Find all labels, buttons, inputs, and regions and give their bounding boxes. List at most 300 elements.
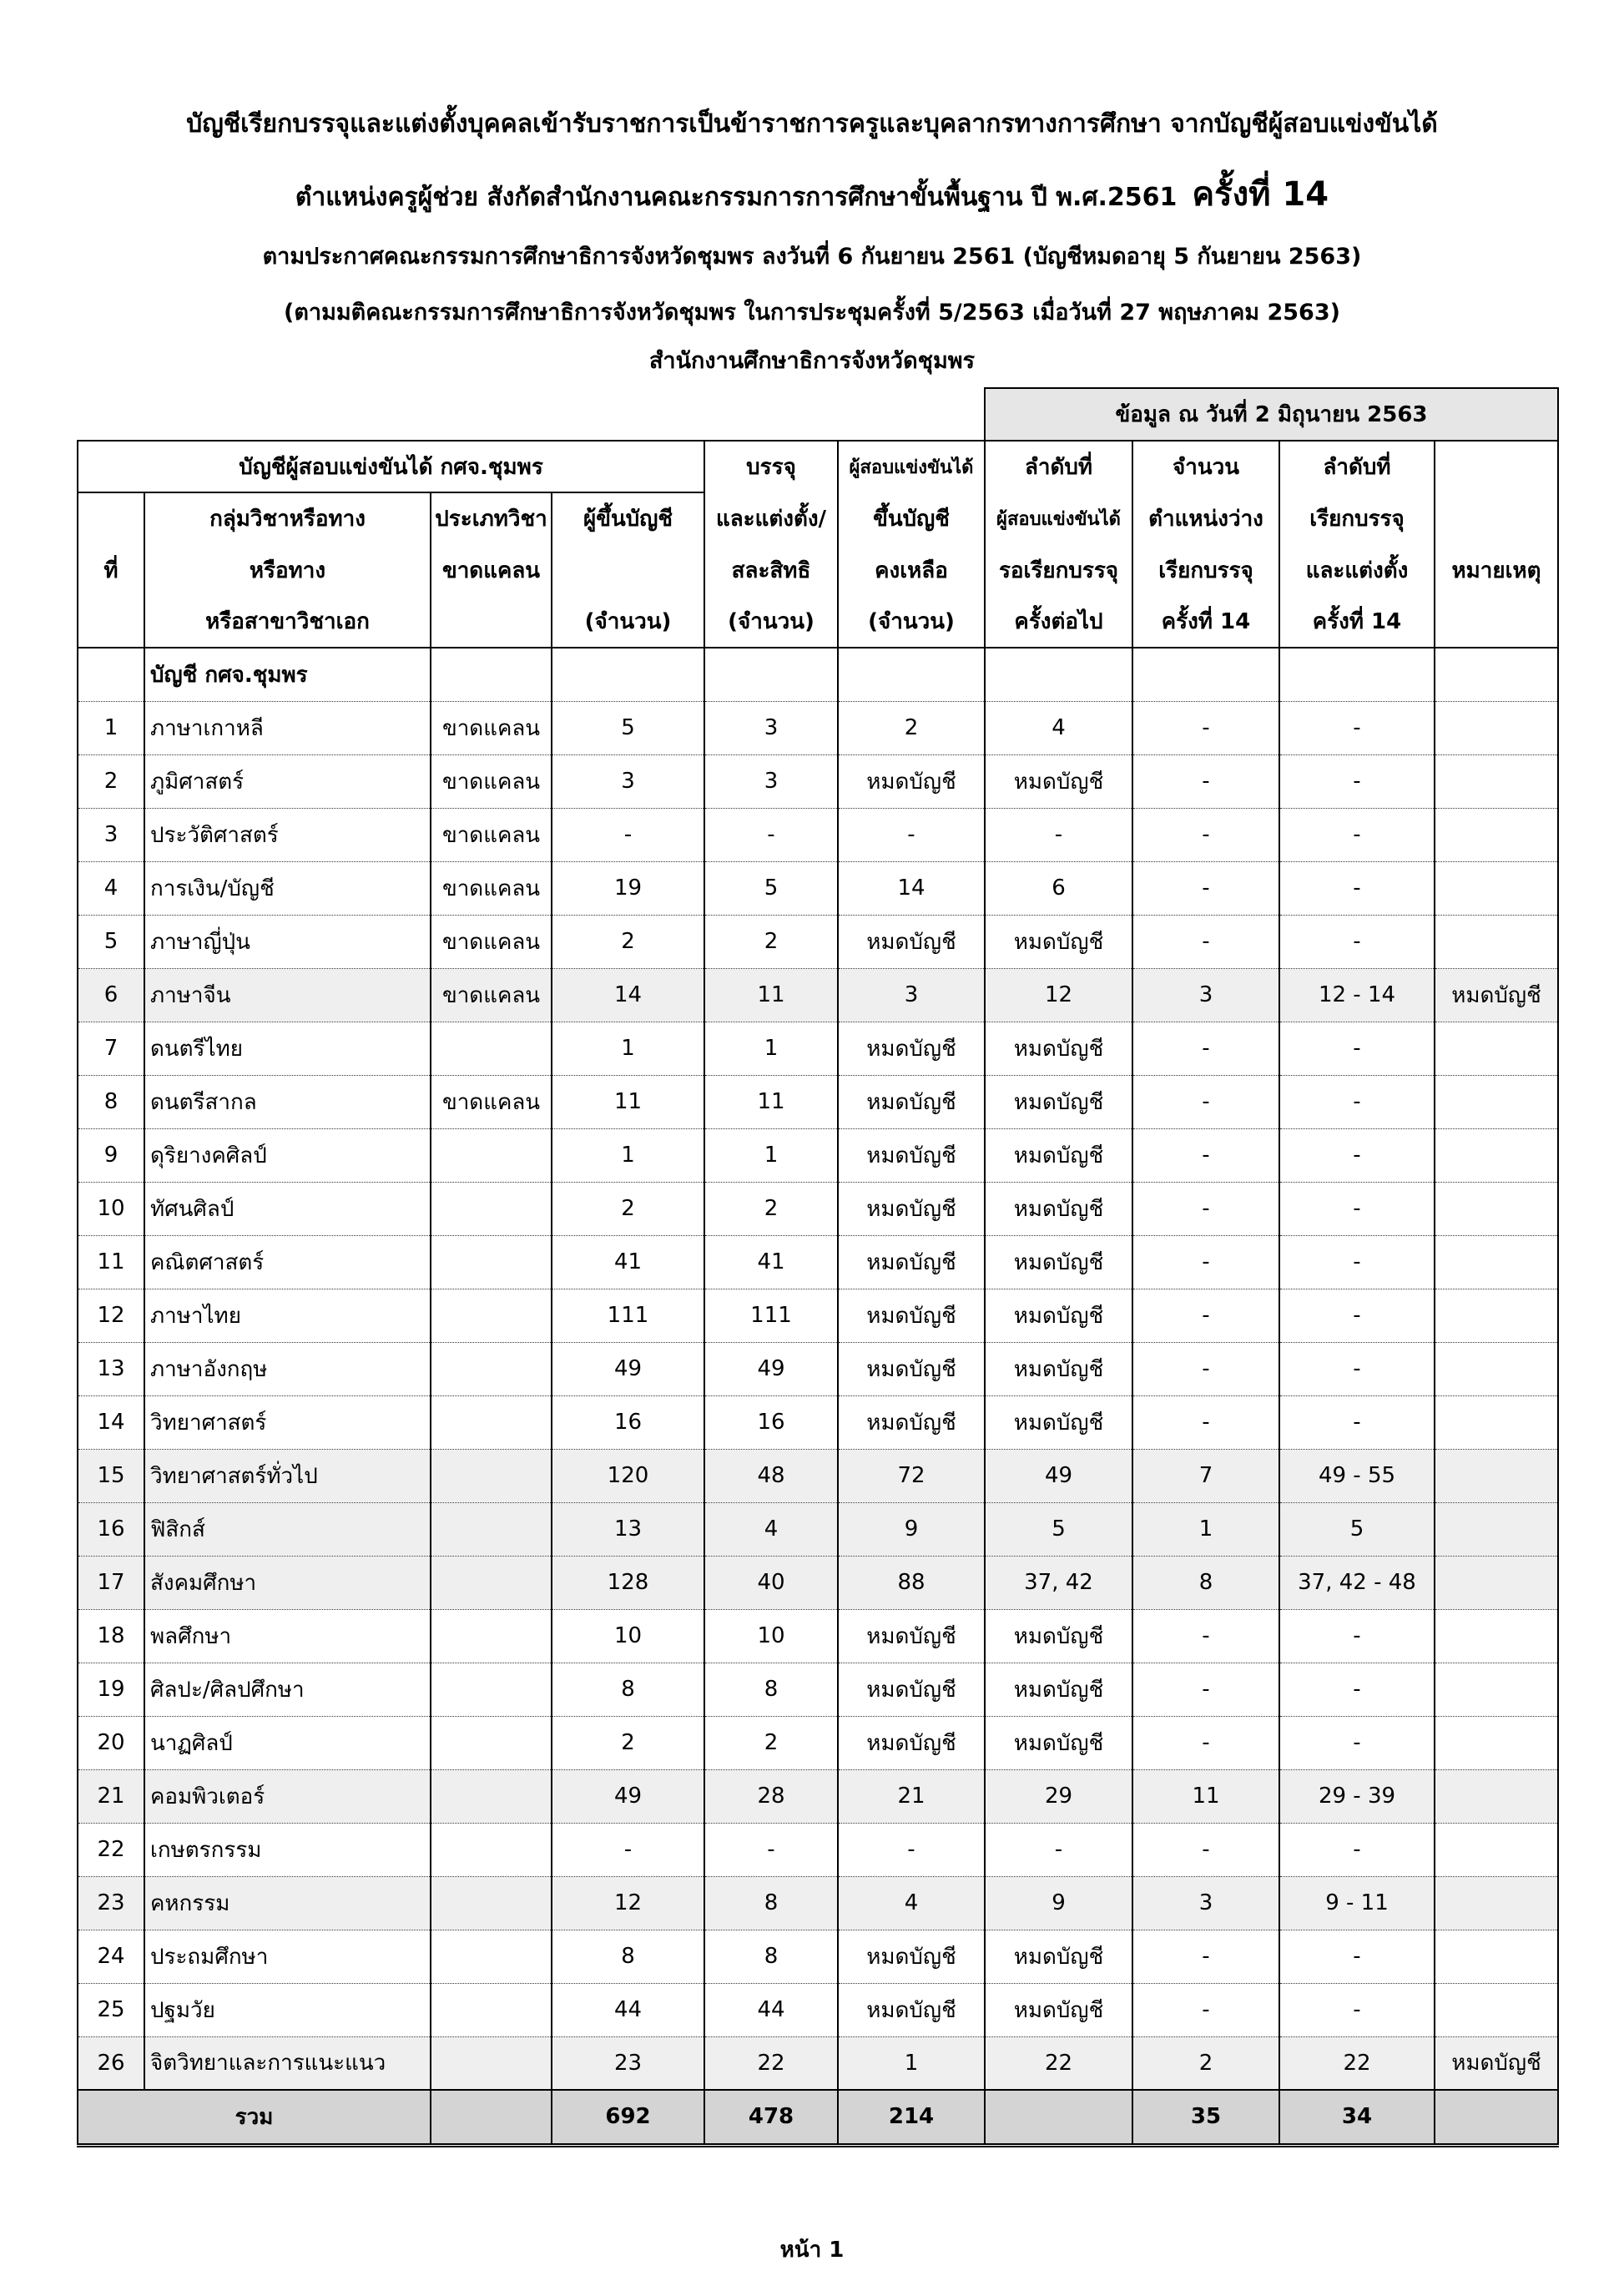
remaining-h3: คงเหลือ: [838, 544, 985, 596]
total-label: รวม: [78, 2090, 431, 2145]
cell-next-rank: หมดบัญชี: [985, 1609, 1132, 1663]
cell-vacancies: -: [1132, 1075, 1279, 1128]
cell-subject: ภูมิศาสตร์: [144, 754, 431, 808]
cell-next-rank: หมดบัญชี: [985, 1022, 1132, 1075]
subject-h2: หรือทาง: [144, 544, 431, 596]
cell-called-rank: -: [1279, 1128, 1435, 1182]
cell-called-rank: 9 - 11: [1279, 1876, 1435, 1930]
cell-no: 8: [78, 1075, 144, 1128]
cell-vacancies: -: [1132, 1022, 1279, 1075]
cell-remark: [1435, 1502, 1558, 1556]
table-row: [78, 861, 1558, 915]
called-rank-h2: เรียกบรรจุ: [1279, 492, 1435, 544]
table-row: [78, 1289, 1558, 1342]
round-number: ครั้งที่ 14: [1192, 175, 1329, 214]
cell-listed: 44: [552, 1983, 704, 2036]
cell-called-rank: -: [1279, 1075, 1435, 1128]
cell-type: [431, 1663, 552, 1716]
cell-type: [431, 1823, 552, 1876]
section-row: [78, 648, 1558, 701]
cell-no: 20: [78, 1716, 144, 1769]
cell-called-rank: -: [1279, 1609, 1435, 1663]
cell-remark: หมดบัญชี: [1435, 968, 1558, 1022]
cell-subject: เกษตรกรรม: [144, 1823, 431, 1876]
announcement-line: ตามประกาศคณะกรรมการศึกษาธิการจังหวัดชุมพร ลงวันที่ 6 กันยายน 2561 (บัญชีหมดอายุ 5 กันยายน 2563): [262, 244, 1362, 270]
cell-appointed: 16: [704, 1395, 838, 1449]
table-row: [78, 1449, 1558, 1502]
cell-no: 22: [78, 1823, 144, 1876]
total-vacancies: 35: [1132, 2090, 1279, 2145]
cell-vacancies: -: [1132, 1182, 1279, 1235]
cell-type: ขาดแคลน: [431, 1075, 552, 1128]
cell-subject: ศิลปะ/ศิลปศึกษา: [144, 1663, 431, 1716]
cell-remark: [1435, 701, 1558, 754]
cell-vacancies: -: [1132, 1716, 1279, 1769]
table-row: [78, 1075, 1558, 1128]
cell-vacancies: -: [1132, 701, 1279, 754]
cell-subject: ดุริยางคศิลป์: [144, 1128, 431, 1182]
cell-subject: สังคมศึกษา: [144, 1556, 431, 1609]
cell-remark: [1435, 861, 1558, 915]
cell-no: 24: [78, 1930, 144, 1983]
cell-appointed: 3: [704, 754, 838, 808]
data-as-of: ข้อมูล ณ วันที่ 2 มิถุนายน 2563: [985, 388, 1558, 441]
cell-type: [431, 1876, 552, 1930]
cell-remark: [1435, 1876, 1558, 1930]
cell-called-rank: -: [1279, 1395, 1435, 1449]
cell-appointed: 2: [704, 915, 838, 968]
cell-type: [431, 1556, 552, 1609]
table-row: [78, 915, 1558, 968]
cell-type: [431, 2036, 552, 2090]
total-remaining: 214: [838, 2090, 985, 2145]
cell-called-rank: -: [1279, 1930, 1435, 1983]
cell-next-rank: หมดบัญชี: [985, 1663, 1132, 1716]
cell-appointed: 10: [704, 1609, 838, 1663]
table-row: [78, 1128, 1558, 1182]
cell-vacancies: -: [1132, 1609, 1279, 1663]
cell-next-rank: 49: [985, 1449, 1132, 1502]
group-header: บัญชีผู้สอบแข่งขันได้ กศจ.ชุมพร: [78, 441, 704, 492]
cell-appointed: 8: [704, 1663, 838, 1716]
table-row: [78, 2036, 1558, 2090]
cell-appointed: 11: [704, 968, 838, 1022]
cell-remaining: หมดบัญชี: [838, 1930, 985, 1983]
cell-vacancies: -: [1132, 861, 1279, 915]
cell-next-rank: -: [985, 1823, 1132, 1876]
cell-next-rank: หมดบัญชี: [985, 1075, 1132, 1128]
listed-h1: ผู้ขึ้นบัญชี: [552, 492, 704, 544]
cell-remark: [1435, 1182, 1558, 1235]
cell-remark: [1435, 1289, 1558, 1342]
table-row: [78, 1716, 1558, 1769]
cell-vacancies: -: [1132, 1983, 1279, 2036]
cell-no: 15: [78, 1449, 144, 1502]
no-header: ที่: [78, 544, 144, 596]
cell-remaining: หมดบัญชี: [838, 1182, 985, 1235]
cell-remaining: หมดบัญชี: [838, 1128, 985, 1182]
cell-subject: ปฐมวัย: [144, 1983, 431, 2036]
cell-subject: ทัศนศิลป์: [144, 1182, 431, 1235]
cell-next-rank: 22: [985, 2036, 1132, 2090]
cell-no: 26: [78, 2036, 144, 2090]
cell-listed: 16: [552, 1395, 704, 1449]
cell-vacancies: -: [1132, 754, 1279, 808]
cell-remark: [1435, 915, 1558, 968]
cell-called-rank: -: [1279, 1289, 1435, 1342]
cell-remaining: หมดบัญชี: [838, 1075, 985, 1128]
cell-appointed: 1: [704, 1128, 838, 1182]
cell-next-rank: หมดบัญชี: [985, 1716, 1132, 1769]
cell-called-rank: -: [1279, 1983, 1435, 2036]
cell-listed: 11: [552, 1075, 704, 1128]
vacancies-h2: ตำแหน่งว่าง: [1132, 492, 1279, 544]
cell-called-rank: -: [1279, 1235, 1435, 1289]
cell-type: [431, 1930, 552, 1983]
cell-listed: 41: [552, 1235, 704, 1289]
cell-called-rank: -: [1279, 754, 1435, 808]
cell-remark: หมดบัญชี: [1435, 2036, 1558, 2090]
cell-next-rank: หมดบัญชี: [985, 1930, 1132, 1983]
cell-vacancies: -: [1132, 1342, 1279, 1395]
table-row: [78, 968, 1558, 1022]
total-remark: [1435, 2090, 1558, 2145]
cell-appointed: 5: [704, 861, 838, 915]
cell-remark: [1435, 1449, 1558, 1502]
cell-next-rank: 6: [985, 861, 1132, 915]
cell-type: ขาดแคลน: [431, 808, 552, 861]
cell-listed: 2: [552, 1716, 704, 1769]
cell-remaining: -: [838, 808, 985, 861]
page-number: หน้า 1: [779, 2238, 845, 2263]
cell-subject: ภาษาจีน: [144, 968, 431, 1022]
remaining-h1: ผู้สอบแข่งขันได้: [838, 441, 985, 492]
cell-remaining: 72: [838, 1449, 985, 1502]
cell-listed: 49: [552, 1342, 704, 1395]
cell-appointed: 4: [704, 1502, 838, 1556]
total-row: [78, 2090, 1558, 2145]
cell-appointed: 41: [704, 1235, 838, 1289]
cell-no: 5: [78, 915, 144, 968]
cell-vacancies: 11: [1132, 1769, 1279, 1823]
title-line-2: [0, 167, 1624, 220]
cell-listed: 3: [552, 754, 704, 808]
cell-subject: พลศึกษา: [144, 1609, 431, 1663]
cell-appointed: 1: [704, 1022, 838, 1075]
cell-remaining: หมดบัญชี: [838, 1983, 985, 2036]
cell-appointed: -: [704, 1823, 838, 1876]
subject-h3: หรือสาขาวิชาเอก: [144, 596, 431, 648]
cell-no: 17: [78, 1556, 144, 1609]
appointed-h1: บรรจุ: [704, 441, 838, 492]
cell-called-rank: -: [1279, 861, 1435, 915]
table-row: [78, 754, 1558, 808]
cell-type: [431, 1395, 552, 1449]
cell-remark: [1435, 1609, 1558, 1663]
cell-next-rank: 37, 42: [985, 1556, 1132, 1609]
cell-subject: จิตวิทยาและการแนะแนว: [144, 2036, 431, 2090]
cell-vacancies: 7: [1132, 1449, 1279, 1502]
cell-called-rank: -: [1279, 1342, 1435, 1395]
cell-vacancies: 1: [1132, 1502, 1279, 1556]
cell-subject: วิทยาศาสตร์ทั่วไป: [144, 1449, 431, 1502]
next-rank-h4: ครั้งต่อไป: [985, 596, 1132, 648]
table-body: [78, 648, 1558, 2090]
cell-vacancies: 2: [1132, 2036, 1279, 2090]
cell-no: 4: [78, 861, 144, 915]
cell-listed: 23: [552, 2036, 704, 2090]
cell-remark: [1435, 1235, 1558, 1289]
cell-next-rank: -: [985, 808, 1132, 861]
office-name: สำนักงานศึกษาธิการจังหวัดชุมพร: [648, 348, 976, 374]
cell-remark: [1435, 1395, 1558, 1449]
header-row-2: [78, 492, 1558, 544]
cell-subject: วิทยาศาสตร์: [144, 1395, 431, 1449]
table-row: [78, 1022, 1558, 1075]
cell-type: [431, 1342, 552, 1395]
cell-remark: [1435, 1342, 1558, 1395]
cell-listed: 14: [552, 968, 704, 1022]
cell-next-rank: 4: [985, 701, 1132, 754]
cell-no: 14: [78, 1395, 144, 1449]
cell-remaining: หมดบัญชี: [838, 754, 985, 808]
vacancies-h4: ครั้งที่ 14: [1132, 596, 1279, 648]
cell-remaining: หมดบัญชี: [838, 915, 985, 968]
cell-remaining: หมดบัญชี: [838, 1395, 985, 1449]
cell-no: 6: [78, 968, 144, 1022]
cell-listed: -: [552, 1823, 704, 1876]
cell-next-rank: หมดบัญชี: [985, 1983, 1132, 2036]
cell-remaining: หมดบัญชี: [838, 1289, 985, 1342]
cell-listed: 1: [552, 1022, 704, 1075]
table-row: [78, 1395, 1558, 1449]
cell-listed: 19: [552, 861, 704, 915]
cell-listed: 49: [552, 1769, 704, 1823]
total-next-rank: [985, 2090, 1132, 2145]
cell-next-rank: หมดบัญชี: [985, 1235, 1132, 1289]
cell-remark: [1435, 1663, 1558, 1716]
cell-vacancies: -: [1132, 1289, 1279, 1342]
cell-remaining: หมดบัญชี: [838, 1716, 985, 1769]
cell-remaining: 9: [838, 1502, 985, 1556]
cell-remark: [1435, 1716, 1558, 1769]
table-row: [78, 701, 1558, 754]
cell-remark: [1435, 1556, 1558, 1609]
cell-listed: 1: [552, 1128, 704, 1182]
cell-called-rank: -: [1279, 1182, 1435, 1235]
table-row: [78, 1182, 1558, 1235]
cell-type: [431, 1983, 552, 2036]
cell-appointed: 8: [704, 1876, 838, 1930]
cell-no: 19: [78, 1663, 144, 1716]
table-row: [78, 1556, 1558, 1609]
cell-remaining: 88: [838, 1556, 985, 1609]
cell-subject: คอมพิวเตอร์: [144, 1769, 431, 1823]
cell-type: ขาดแคลน: [431, 968, 552, 1022]
cell-no: 21: [78, 1769, 144, 1823]
table-row: [78, 1876, 1558, 1930]
cell-vacancies: -: [1132, 1823, 1279, 1876]
cell-remaining: 21: [838, 1769, 985, 1823]
type-h1: ประเภทวิชา: [431, 492, 552, 544]
cell-type: ขาดแคลน: [431, 754, 552, 808]
cell-vacancies: -: [1132, 1663, 1279, 1716]
cell-remark: [1435, 1823, 1558, 1876]
total-appointed: 478: [704, 2090, 838, 2145]
cell-next-rank: หมดบัญชี: [985, 1182, 1132, 1235]
cell-vacancies: -: [1132, 1128, 1279, 1182]
cell-next-rank: 12: [985, 968, 1132, 1022]
subject-h1: กลุ่มวิชาหรือทาง: [144, 492, 431, 544]
cell-no: 13: [78, 1342, 144, 1395]
cell-no: 12: [78, 1289, 144, 1342]
cell-remark: [1435, 1128, 1558, 1182]
cell-remaining: หมดบัญชี: [838, 1235, 985, 1289]
cell-next-rank: หมดบัญชี: [985, 915, 1132, 968]
cell-remaining: 2: [838, 701, 985, 754]
called-rank-h4: ครั้งที่ 14: [1279, 596, 1435, 648]
cell-remaining: -: [838, 1823, 985, 1876]
cell-listed: 8: [552, 1663, 704, 1716]
cell-no: 9: [78, 1128, 144, 1182]
cell-called-rank: -: [1279, 915, 1435, 968]
appointment-table: [77, 387, 1559, 2147]
table-row: [78, 1609, 1558, 1663]
cell-called-rank: -: [1279, 1022, 1435, 1075]
cell-subject: ประถมศึกษา: [144, 1930, 431, 1983]
cell-called-rank: 5: [1279, 1502, 1435, 1556]
cell-next-rank: 5: [985, 1502, 1132, 1556]
cell-type: [431, 1128, 552, 1182]
cell-subject: ภาษาอังกฤษ: [144, 1342, 431, 1395]
cell-next-rank: หมดบัญชี: [985, 1395, 1132, 1449]
cell-no: 1: [78, 701, 144, 754]
cell-subject: คหกรรม: [144, 1876, 431, 1930]
resolution-line: (ตามมติคณะกรรมการศึกษาธิการจังหวัดชุมพร ในการประชุมครั้งที่ 5/2563 เมื่อวันที่ 27 พฤษภาคม 2563): [284, 300, 1340, 325]
vacancies-h1: จำนวน: [1132, 441, 1279, 492]
total-called-rank: 34: [1279, 2090, 1435, 2145]
table-row: [78, 1663, 1558, 1716]
cell-appointed: 49: [704, 1342, 838, 1395]
cell-type: [431, 1609, 552, 1663]
cell-subject: คณิตศาสตร์: [144, 1235, 431, 1289]
cell-appointed: 22: [704, 2036, 838, 2090]
cell-called-rank: -: [1279, 701, 1435, 754]
cell-remark: [1435, 1983, 1558, 2036]
cell-appointed: 11: [704, 1075, 838, 1128]
next-rank-h1: ลำดับที่: [985, 441, 1132, 492]
remaining-h4: (จำนวน): [838, 596, 985, 648]
cell-next-rank: 9: [985, 1876, 1132, 1930]
cell-appointed: 2: [704, 1716, 838, 1769]
cell-called-rank: -: [1279, 808, 1435, 861]
cell-remaining: 14: [838, 861, 985, 915]
title-position: ตำแหน่งครูผู้ช่วย สังกัดสำนักงานคณะกรรมการการศึกษาขั้นพื้นฐาน ปี พ.ศ.2561: [295, 183, 1178, 212]
cell-type: ขาดแคลน: [431, 701, 552, 754]
cell-next-rank: หมดบัญชี: [985, 754, 1132, 808]
cell-subject: นาฏศิลป์: [144, 1716, 431, 1769]
cell-vacancies: 3: [1132, 968, 1279, 1022]
header-row-date: [78, 388, 1558, 441]
cell-remark: [1435, 1930, 1558, 1983]
cell-subject: ประวัติศาสตร์: [144, 808, 431, 861]
cell-no: 16: [78, 1502, 144, 1556]
cell-appointed: 2: [704, 1182, 838, 1235]
cell-type: [431, 1449, 552, 1502]
table-row: [78, 1823, 1558, 1876]
cell-remaining: หมดบัญชี: [838, 1609, 985, 1663]
next-rank-h2: ผู้สอบแข่งขันได้: [985, 492, 1132, 544]
header-row-4: [78, 596, 1558, 648]
cell-no: 23: [78, 1876, 144, 1930]
cell-type: [431, 1502, 552, 1556]
cell-called-rank: 12 - 14: [1279, 968, 1435, 1022]
cell-no: 10: [78, 1182, 144, 1235]
cell-vacancies: -: [1132, 1395, 1279, 1449]
cell-type: ขาดแคลน: [431, 861, 552, 915]
cell-listed: 2: [552, 1182, 704, 1235]
cell-remark: [1435, 754, 1558, 808]
cell-listed: 128: [552, 1556, 704, 1609]
cell-vacancies: 3: [1132, 1876, 1279, 1930]
cell-no: 11: [78, 1235, 144, 1289]
cell-type: [431, 1022, 552, 1075]
cell-vacancies: -: [1132, 1235, 1279, 1289]
cell-called-rank: 37, 42 - 48: [1279, 1556, 1435, 1609]
cell-listed: 2: [552, 915, 704, 968]
cell-next-rank: 29: [985, 1769, 1132, 1823]
header-row-1: [78, 441, 1558, 492]
appointed-h3: สละสิทธิ: [704, 544, 838, 596]
cell-called-rank: -: [1279, 1823, 1435, 1876]
table-row: [78, 1930, 1558, 1983]
cell-appointed: 48: [704, 1449, 838, 1502]
cell-remark: [1435, 808, 1558, 861]
cell-called-rank: 29 - 39: [1279, 1769, 1435, 1823]
called-rank-h1: ลำดับที่: [1279, 441, 1435, 492]
cell-appointed: 111: [704, 1289, 838, 1342]
vacancies-h3: เรียกบรรจุ: [1132, 544, 1279, 596]
cell-subject: ดนตรีสากล: [144, 1075, 431, 1128]
table-row: [78, 1342, 1558, 1395]
cell-subject: ภาษาไทย: [144, 1289, 431, 1342]
cell-appointed: 8: [704, 1930, 838, 1983]
cell-called-rank: 22: [1279, 2036, 1435, 2090]
remaining-h2: ขึ้นบัญชี: [838, 492, 985, 544]
cell-subject: ดนตรีไทย: [144, 1022, 431, 1075]
cell-next-rank: หมดบัญชี: [985, 1342, 1132, 1395]
cell-called-rank: 49 - 55: [1279, 1449, 1435, 1502]
cell-subject: การเงิน/บัญชี: [144, 861, 431, 915]
cell-remark: [1435, 1769, 1558, 1823]
cell-type: ขาดแคลน: [431, 915, 552, 968]
type-h2: ขาดแคลน: [431, 544, 552, 596]
cell-remaining: หมดบัญชี: [838, 1663, 985, 1716]
table-row: [78, 1235, 1558, 1289]
remark-header: หมายเหตุ: [1435, 544, 1558, 596]
called-rank-h3: และแต่งตั้ง: [1279, 544, 1435, 596]
cell-type: [431, 1769, 552, 1823]
cell-type: [431, 1235, 552, 1289]
cell-no: 25: [78, 1983, 144, 2036]
title-line-1: บัญชีเรียกบรรจุและแต่งตั้งบุคคลเข้ารับราชการเป็นข้าราชการครูและบุคลากรทางการศึกษา จากบัญชีผู้สอบแข่งขันได้: [186, 109, 1438, 139]
cell-vacancies: -: [1132, 808, 1279, 861]
table-row: [78, 1983, 1558, 2036]
cell-no: 2: [78, 754, 144, 808]
cell-next-rank: หมดบัญชี: [985, 1289, 1132, 1342]
cell-subject: ฟิสิกส์: [144, 1502, 431, 1556]
cell-vacancies: -: [1132, 915, 1279, 968]
